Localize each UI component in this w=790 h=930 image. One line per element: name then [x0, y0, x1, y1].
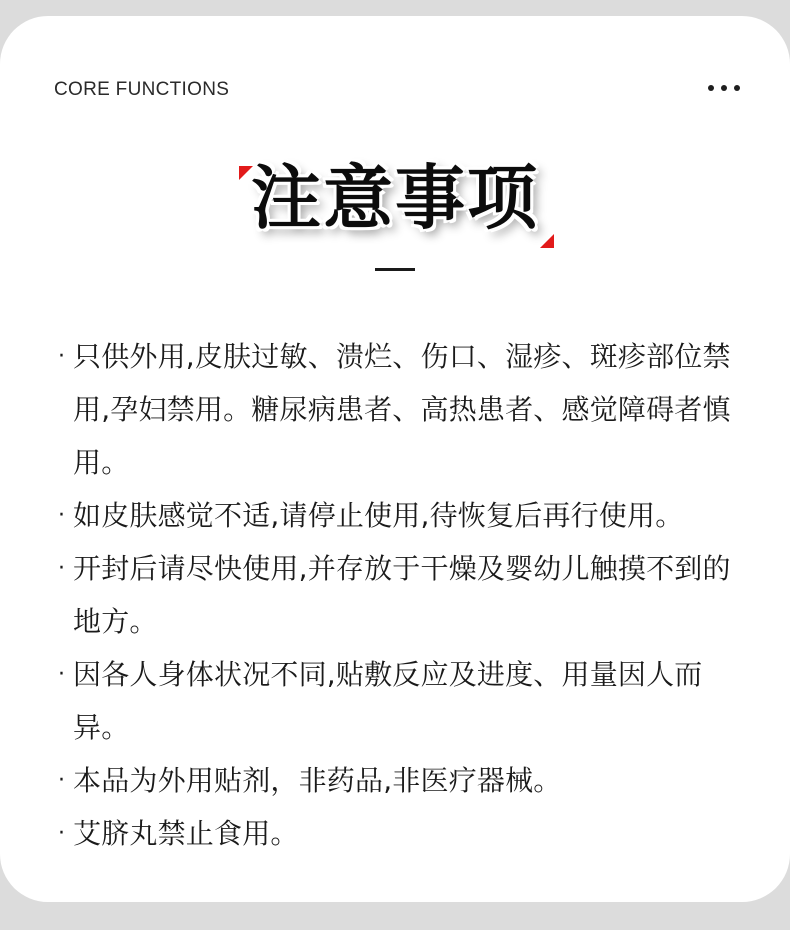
note-item: [58, 754, 748, 807]
notice-card: [0, 16, 790, 902]
bullet-dot: ·: [58, 821, 66, 846]
bullet-dot: ·: [58, 662, 66, 687]
more-dot: [721, 85, 727, 91]
title-divider: [375, 268, 415, 271]
bullet-dot: ·: [58, 503, 66, 528]
note-text: 艾脐丸禁止食用。: [73, 817, 299, 850]
note-item: [58, 489, 748, 542]
note-text: 开封后请尽快使用,并存放于干燥及婴幼儿触摸不到的地方。: [73, 552, 731, 638]
title-corner-accent-bottom-right: [540, 234, 554, 248]
note-item: [58, 648, 748, 754]
note-text: 只供外用,皮肤过敏、溃烂、伤口、湿疹、斑疹部位禁用,孕妇禁用。糖尿病患者、高热患者、感觉障碍者慎用。: [73, 340, 731, 479]
bullet-dot: ·: [58, 344, 66, 369]
more-dot: [708, 85, 714, 91]
note-text: 本品为外用贴剂，非药品,非医疗器械。: [73, 764, 562, 797]
note-item: [58, 330, 748, 489]
more-dot: [734, 85, 740, 91]
page-title: 注意事项: [251, 157, 539, 239]
bullet-dot: ·: [58, 556, 66, 581]
bullet-dot: ·: [58, 768, 66, 793]
note-item: [58, 807, 748, 860]
note-text: 如皮肤感觉不适,请停止使用,待恢复后再行使用。: [73, 499, 684, 532]
more-horizontal-icon[interactable]: [708, 76, 740, 100]
title-block: [0, 148, 790, 248]
note-item: [58, 542, 748, 648]
note-text: 因各人身体状况不同,贴敷反应及进度、用量因人而异。: [73, 658, 703, 744]
section-label: CORE FUNCTIONS: [54, 79, 230, 100]
notes-list: [58, 330, 748, 860]
